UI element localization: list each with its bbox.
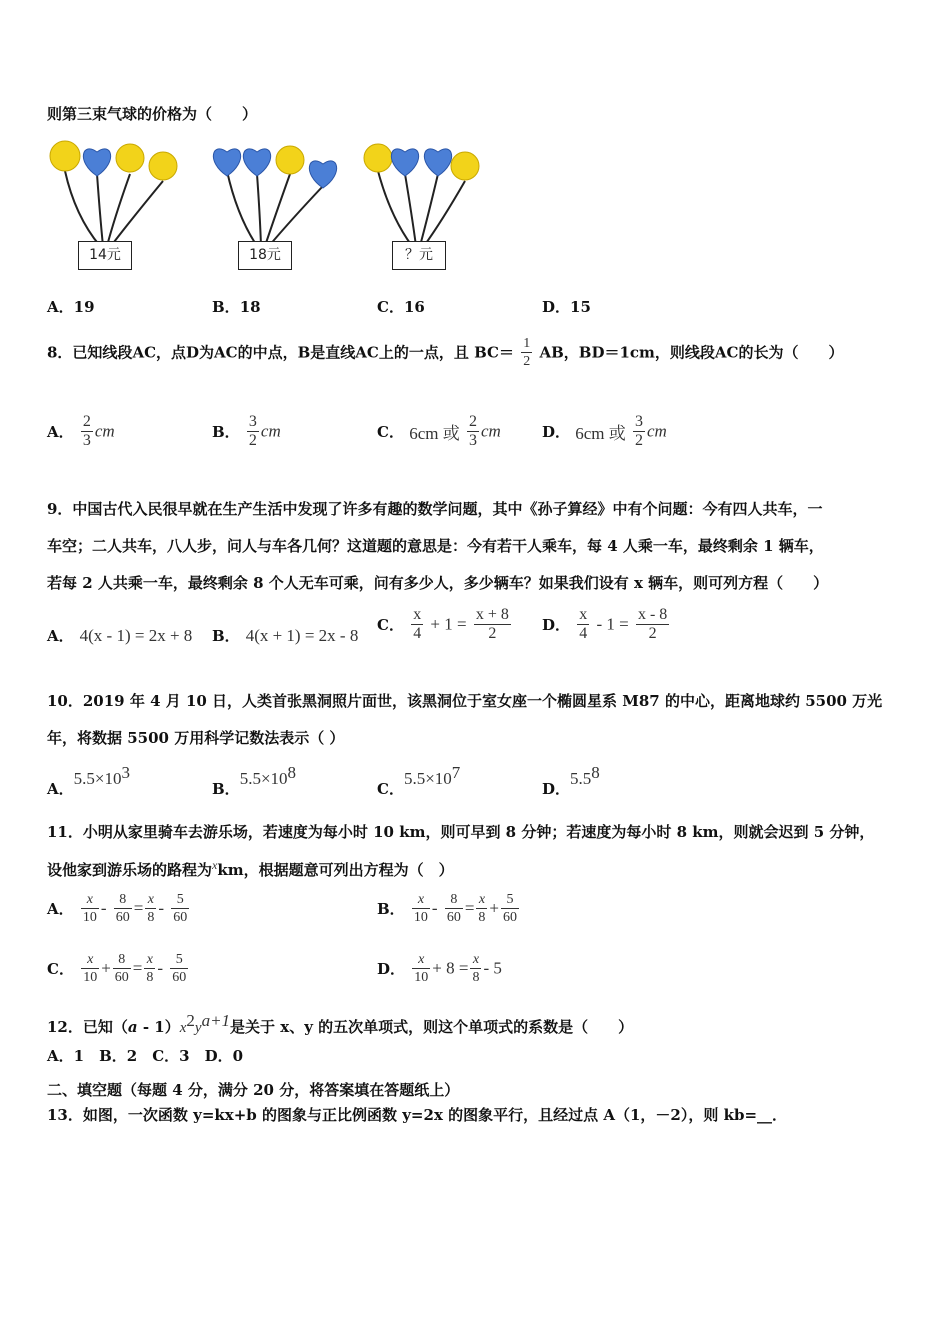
q10-option-d[interactable]: D．$5.5^8$ [542,763,600,798]
q10-option-b[interactable]: B．$5.5\times 10^8$ [212,763,297,798]
heart-balloon-icon [213,149,240,176]
smiley-balloon-icon [116,144,144,172]
q9-line-3: 若每 2 人共乘一车，最终剩余 8 个人无车可乘，问有多少人，多少辆车？如果我们设有 x 辆车，则可列方程（ ） [47,574,829,592]
q7-option-a[interactable]: A．19 [47,298,95,316]
q8-option-a[interactable]: A． $\frac{2}{3}$ cm [47,413,115,449]
q9-option-b[interactable]: B． 4(x + 1) = 2x - 8 [212,626,359,645]
q9-line-2: 车空；二人共车，八人步，问人与车各几何？这道题的意思是：今有若干人乘车，每 4 人乘一车，最终剩余 1 辆车， [47,537,824,555]
price-tag-2: 18元 [238,241,292,270]
q8-option-b[interactable]: B． $\frac{3}{2}$ cm [212,413,281,449]
section-2-heading: 二、填空题（每题 4 分，满分 20 分，将答案填在答题纸上） [47,1081,460,1099]
heart-balloon-icon [391,149,418,176]
q11-option-b[interactable]: B． $\frac{x}{10}$ - $\frac{8}{60}$ = $\frac{x}{8}$ + $\frac{5}{60}$ [377,892,518,925]
smiley-balloon-icon [364,144,392,172]
q8-stem: 8．已知线段AC，点D为AC的中点，B是直线AC上的一点，且 BC＝ $\frac{1}{2}$ AB，BD＝1cm，则线段AC的长为（ ） [47,336,844,369]
q9-option-d[interactable]: D． $\frac{x}{4}$ - 1 = $\frac{x - 8}{2}$ [542,606,668,642]
q7-option-d[interactable]: D．15 [542,298,591,316]
q9-option-c[interactable]: C． $\frac{x}{4}$ + 1 = $\frac{x + 8}{2}$ [377,606,509,642]
heart-balloon-icon [309,161,336,188]
heart-balloon-icon [424,149,451,176]
q11-line-1: 11．小明从家里骑车去游乐场，若速度为每小时 10 km，则可早到 8 分钟；若速度为每小时 8 km，则就会迟到 5 分钟， [47,823,875,841]
q12-options[interactable]: A．1 B．2 C．3 D．0 [47,1047,244,1065]
q7-option-c[interactable]: C．16 [377,298,425,316]
q8-option-c[interactable]: C． 6cm 或 $\frac{2}{3}$ cm [377,413,501,449]
q11-option-c[interactable]: C． $\frac{x}{10}$ + $\frac{8}{60}$ = $\frac{x}{8}$ - $\frac{5}{60}$ [47,952,187,985]
smiley-balloon-icon [149,152,177,180]
smiley-balloon-icon [276,146,304,174]
q9-line-1: 9．中国古代入民很早就在生产生活中发现了许多有趣的数学问题，其中《孙子算经》中有个问题：今有四人共车，一 [47,500,823,518]
heart-balloon-icon [243,149,270,176]
q9-option-a[interactable]: A． 4(x - 1) = 2x + 8 [47,626,193,645]
smiley-balloon-icon [451,152,479,180]
q11-option-a[interactable]: A． $\frac{x}{10}$ - $\frac{8}{60}$ = $\frac{x}{8}$ - $\frac{5}{60}$ [47,892,188,925]
smiley-balloon-icon [50,141,80,171]
q10-line-2: 年，将数据 5500 万用科学记数法表示（ ） [47,729,345,747]
q10-option-c[interactable]: C．$5.5\times 10^7$ [377,763,461,798]
q11-option-d[interactable]: D． $\frac{x}{10}$ + 8 = $\frac{x}{8}$ - 5 [377,952,502,985]
q13-stem: 13．如图，一次函数 y=kx+b 的图象与正比例函数 y=2x 的图象平行，且经过点 A（1，－2），则 kb=__． [47,1106,788,1124]
q12-stem: 12．已知$(a - 1)x^2y^{a+1}$是关于 x、y 的五次单项式，则这个单项式的系数是（ ） [47,1011,634,1036]
q10-line-1: 10．2019 年 4 月 10 日，人类首张黑洞照片面世，该黑洞位于室女座一个椭圆星系 M87 的中心，距离地球约 5500 万光 [47,692,883,710]
heart-balloon-icon [83,149,110,176]
q7-stem: 则第三束气球的价格为（ ） [47,105,258,123]
q7-option-b[interactable]: B．18 [212,298,261,316]
price-tag-1: 14元 [78,241,132,270]
q11-line-2: 设他家到游乐场的路程为$^x$km，根据题意可列出方程为（ ） [47,858,454,879]
q8-option-d[interactable]: D． 6cm 或 $\frac{3}{2}$ cm [542,413,667,449]
price-tag-3: ？元 [392,241,446,270]
q10-option-a[interactable]: A．$5.5\times 10^3$ [47,763,130,798]
